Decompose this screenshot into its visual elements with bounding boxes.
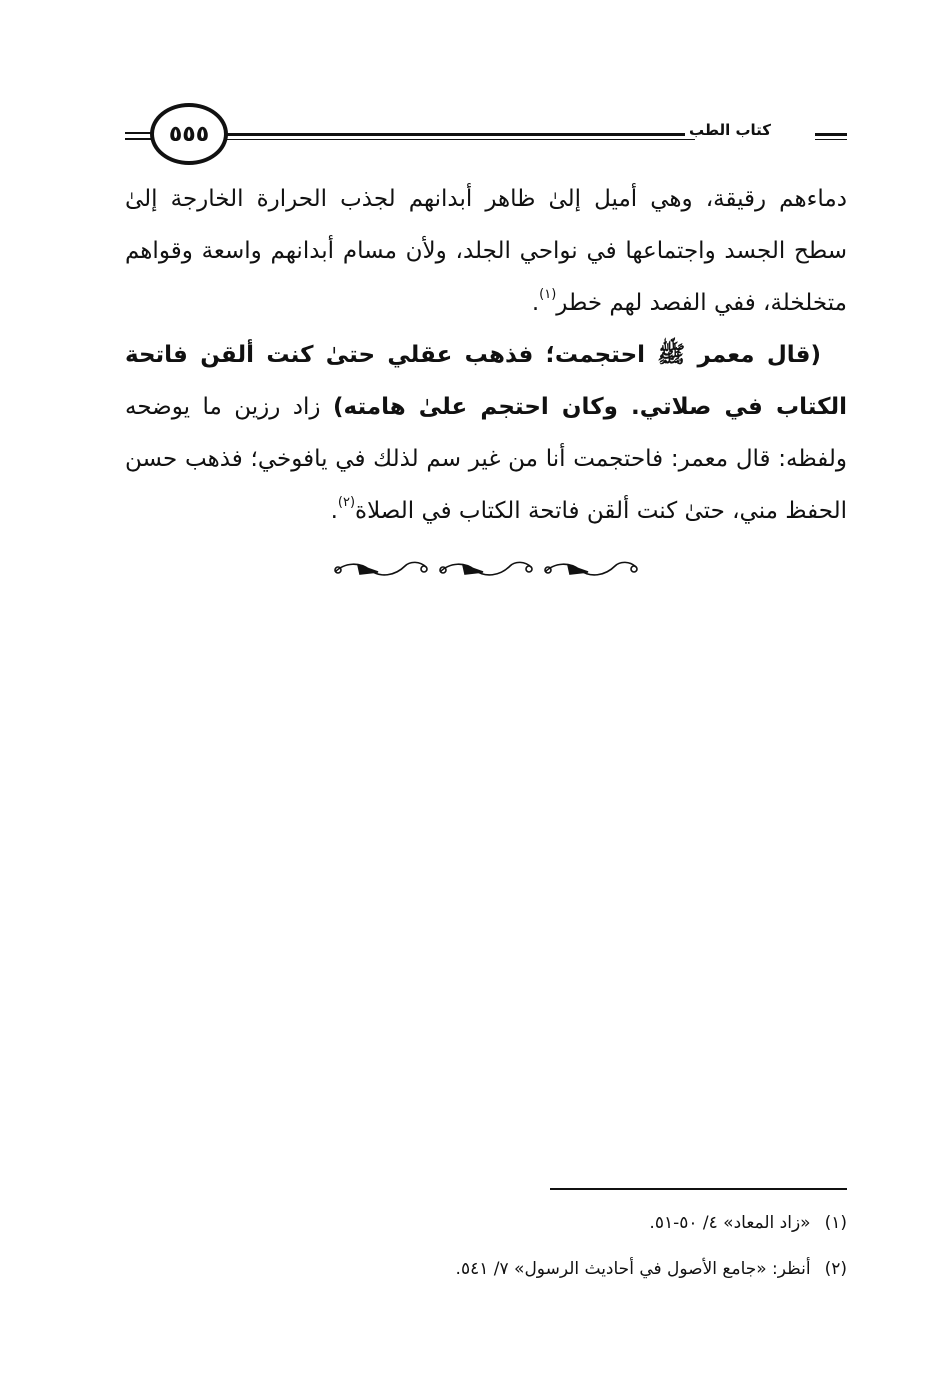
header-rule-main-lower <box>225 139 695 140</box>
footnote-2 <box>200 1246 847 1292</box>
header-rule-right <box>815 133 847 136</box>
footnote-1 <box>200 1200 847 1246</box>
footnote-2-number: (٢) <box>824 1259 847 1279</box>
main-text <box>125 173 847 537</box>
footnote-ref-1: (١) <box>539 287 557 302</box>
page-number-badge <box>150 103 228 165</box>
paragraph-1 <box>125 173 847 329</box>
header-rule-main <box>225 133 695 136</box>
footnotes <box>200 1200 847 1292</box>
page-number: ٥٥٥ <box>168 121 210 147</box>
ornament-motif-2 <box>440 562 532 575</box>
paragraph-1-text: دماءهم رقيقة، وهي أميل إلىٰ ظاهر أبدانهم لجذب الحرارة الخارجة إلىٰ سطح الجسد واجتماعها في نواحي الجلد، ولأن مسام أبدانهم واسعة وقواهم متخلخلة، ففي الفصد لهم خطر <box>125 186 847 316</box>
header-rule-right-lower <box>815 139 847 140</box>
footnote-1-text: «زاد المعاد» ٤/ ٥٠-٥١. <box>649 1213 811 1233</box>
paragraph-1-end: . <box>531 290 540 316</box>
paragraph-2-end: . <box>330 498 338 524</box>
footnote-ref-2: (٢) <box>337 495 356 510</box>
footnote-2-text: أنظر: «جامع الأصول في أحاديث الرسول» ٧/ ٥٤١. <box>455 1259 811 1279</box>
ornament-motif-1 <box>335 562 427 575</box>
ornament-motif-3 <box>545 562 637 575</box>
footnote-1-number: (١) <box>824 1213 847 1233</box>
running-title: كتاب الطب <box>685 121 775 139</box>
paragraph-2 <box>125 329 847 537</box>
footnote-separator <box>550 1188 847 1190</box>
paragraph-2-text: زاد رزين ما يوضحه ولفظه: قال معمر: فاحتجمت أنا من غير سم لذلك في يافوخي؛ فذهب حسن الحفظ مني، حتىٰ كنت ألقن فاتحة الكتاب في الصلاة <box>125 394 847 524</box>
ornament-divider <box>330 552 640 582</box>
hadith-quote: (قال معمر ﷺ احتجمت؛ فذهب عقلي حتىٰ كنت ألقن فاتحة الكتاب في صلاتي. وكان احتجم علىٰ هامته) <box>125 342 847 420</box>
